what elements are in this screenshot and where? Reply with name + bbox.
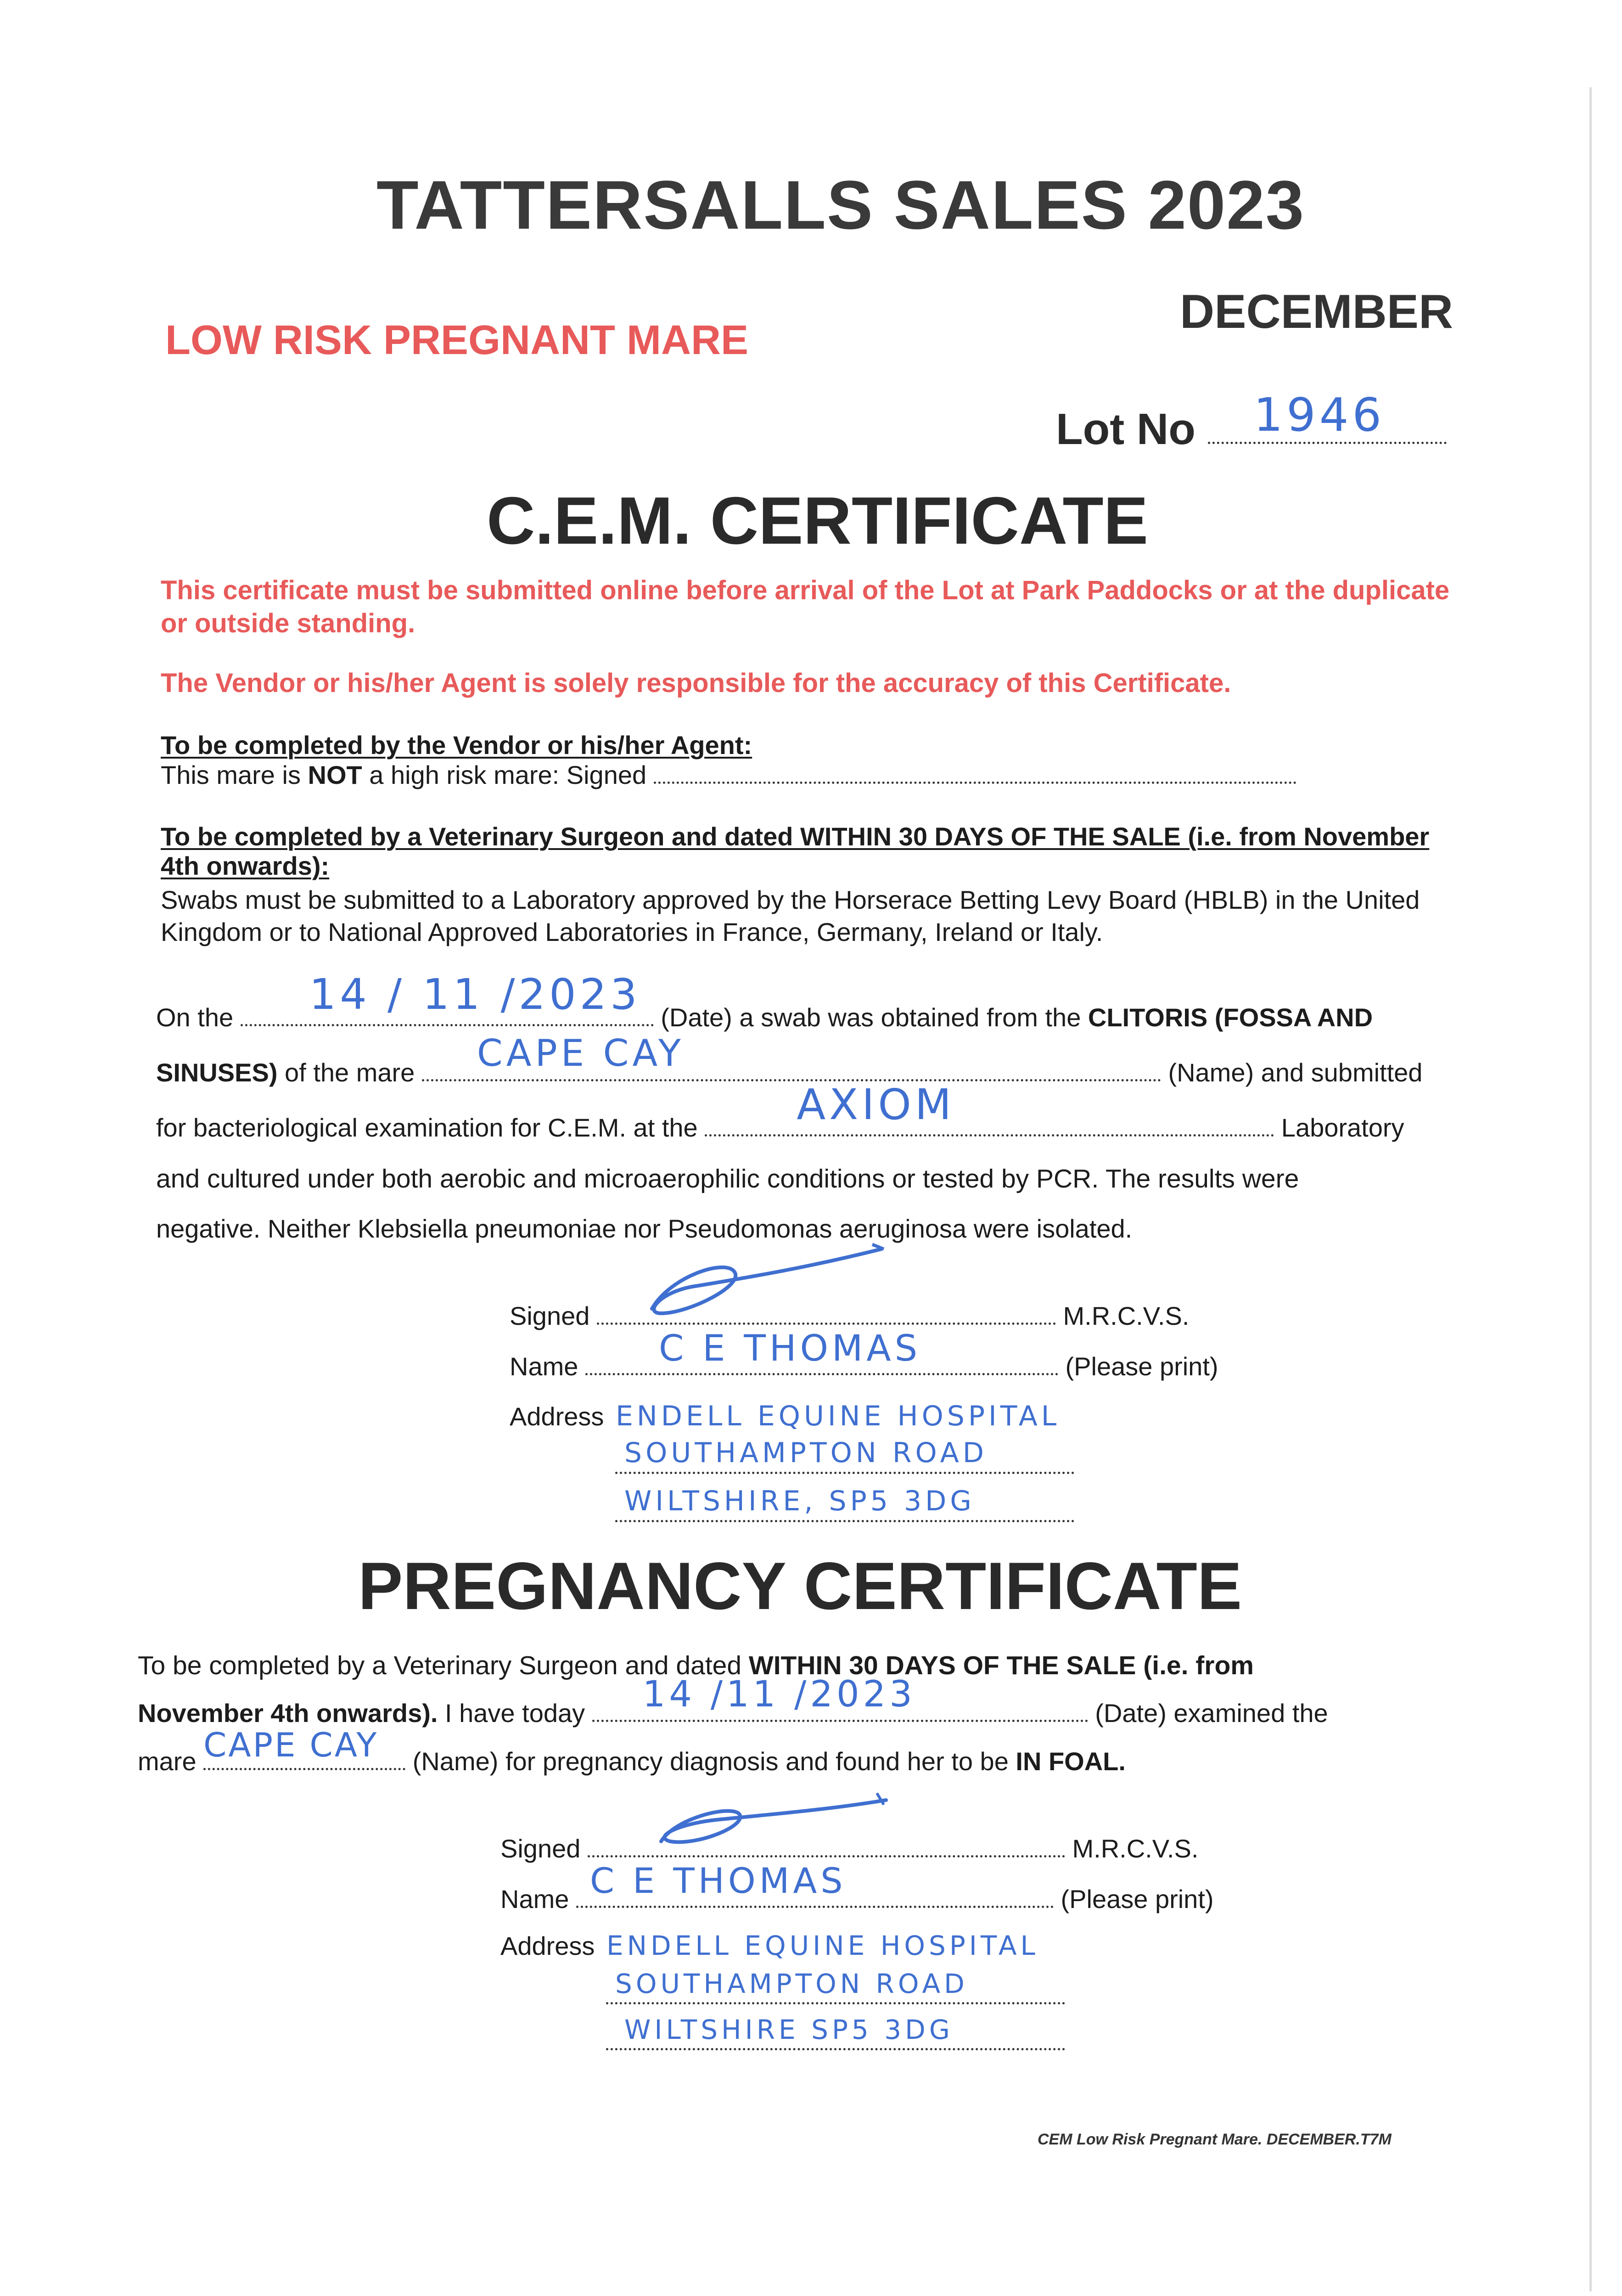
preg-address-1: ENDELL EQUINE HOSPITAL — [606, 1930, 1039, 1961]
cem-address-line-1: Address ENDELL EQUINE HOSPITAL — [510, 1400, 1061, 1432]
vendor-statement: This mare is NOT a high risk mare: Signed — [161, 760, 1296, 790]
swab-date-line: On the 14 / 11 /2023 (Date) a swab was obtained from the CLITORIS (FOSSA AND — [156, 1001, 1373, 1035]
lot-value: 1946 — [1253, 388, 1386, 442]
vet-heading: To be completed by a Veterinary Surgeon and dated WITHIN 30 DAYS OF THE SALE (i.e. from November 4th onwards): — [161, 822, 1430, 880]
preg-address-2: SOUTHAMPTON ROAD — [615, 1968, 968, 1999]
lab-name: AXIOM — [797, 1080, 955, 1130]
cem-address-2: SOUTHAMPTON ROAD — [624, 1437, 988, 1469]
preg-vet-name: C E THOMAS — [589, 1860, 847, 1902]
preg-address-line-3 — [606, 2014, 1065, 2059]
cem-address-line-2 — [615, 1437, 1074, 1482]
cem-signed-line: Signed M.R.C.V.S. — [510, 1300, 1189, 1333]
page-title: TATTERSALLS SALES 2023 — [376, 166, 1305, 243]
submission-notice: This certificate must be submitted online before arrival of the Lot at Park Paddocks or at the duplicate or outside standing. — [161, 575, 1450, 638]
lot-number — [1056, 388, 1447, 455]
swab-date: 14 / 11 /2023 — [309, 970, 641, 1019]
pregnancy-mare-name: CAPE CAY — [203, 1726, 379, 1765]
pregnancy-date: 14 /11 /2023 — [642, 1673, 916, 1715]
culture-statement: and cultured under both aerobic and microaerophilic conditions or tested by PCR. The results were — [156, 1164, 1299, 1193]
mare-name: CAPE CAY — [477, 1032, 685, 1075]
responsibility-notice: The Vendor or his/her Agent is solely responsible for the accuracy of this Certificate. — [161, 668, 1231, 698]
preg-signature — [647, 1786, 904, 1860]
vendor-signature-line[interactable] — [654, 782, 1296, 784]
cem-vet-name: C E THOMAS — [658, 1328, 921, 1369]
mare-name-line: SINUSES) of the mare CAPE CAY (Name) and submitted — [156, 1056, 1422, 1090]
cem-signature — [634, 1240, 918, 1332]
result-statement: negative. Neither Klebsiella pneumoniae nor Pseudomonas aeruginosa were isolated. — [156, 1214, 1133, 1243]
page-edge-line — [1589, 87, 1592, 2291]
pregnancy-line-3: mare CAPE CAY (Name) for pregnancy diagnosis and found her to be IN FOAL. — [138, 1745, 1126, 1778]
footer-reference: CEM Low Risk Pregnant Mare. DECEMBER.T7M — [1038, 2131, 1392, 2148]
preg-address-3: WILTSHIRE SP5 3DG — [624, 2014, 954, 2045]
pregnancy-line-2: November 4th onwards). I have today 14 /11 /2023 (Date) examined the — [138, 1697, 1328, 1730]
cem-address-line-3 — [615, 1485, 1074, 1531]
vet-intro: Swabs must be submitted to a Laboratory approved by the Horserace Betting Levy Board (HBLB) in the United Kingdom or to National Approved Laboratories in France, Germany, Ireland or Italy. — [161, 885, 1420, 946]
pregnancy-line-1: To be completed by a Veterinary Surgeon and dated WITHIN 30 DAYS OF THE SALE (i.e. from — [138, 1651, 1254, 1680]
preg-address-line-2 — [606, 1968, 1065, 2013]
preg-signed-line: Signed M.R.C.V.S. — [500, 1832, 1198, 1866]
lot-label: Lot No — [1056, 405, 1195, 454]
preg-name-line: Name C E THOMAS (Please print) — [500, 1883, 1214, 1916]
lab-line: for bacteriological examination for C.E.M. at the AXIOM Laboratory — [156, 1111, 1404, 1145]
vendor-heading: To be completed by the Vendor or his/her Agent: — [161, 731, 752, 760]
cem-signature-field[interactable] — [597, 1322, 1056, 1325]
month-label: DECEMBER — [1180, 285, 1454, 338]
cem-address-1: ENDELL EQUINE HOSPITAL — [616, 1400, 1061, 1432]
category-label: LOW RISK PREGNANT MARE — [165, 317, 748, 363]
preg-address-line-1: Address ENDELL EQUINE HOSPITAL — [500, 1930, 1039, 1961]
cem-address-3: WILTSHIRE, SP5 3DG — [624, 1485, 975, 1517]
cem-title: C.E.M. CERTIFICATE — [487, 483, 1149, 558]
cem-name-line: Name C E THOMAS (Please print) — [510, 1350, 1218, 1384]
preg-signature-field[interactable] — [588, 1855, 1065, 1857]
pregnancy-title: PREGNANCY CERTIFICATE — [358, 1548, 1242, 1623]
